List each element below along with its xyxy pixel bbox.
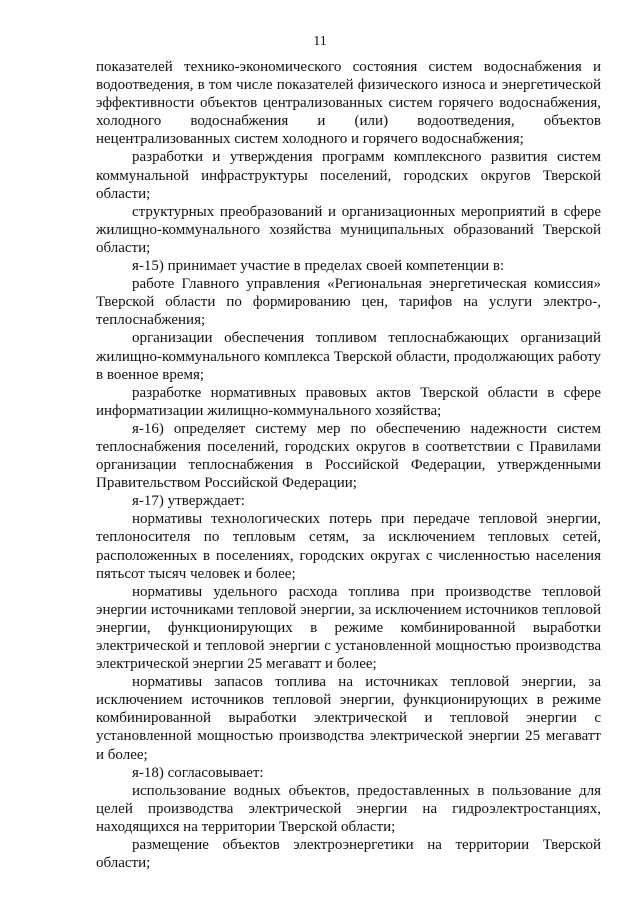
paragraph: использование водных объектов, предоставленных в пользование для целей производства электрической энергии на гидроэлектростанциях, находящихся на территории Тверской области; <box>96 782 601 835</box>
paragraph: разработке нормативных правовых актов Тверской области в сфере информатизации жилищно-коммунального хозяйства; <box>96 384 601 419</box>
paragraph-continuation: показателей технико-экономического состояния систем водоснабжения и водоотведения, в том числе показателей физического износа и энергетической эффективности объектов централизованных систем горячего водоснабжения, холодного водоснабжения и (или) водоотведения, объектов нецентрализованных систем холодного и горячего водоснабжения; <box>96 59 601 148</box>
paragraph: структурных преобразований и организационных мероприятий в сфере жилищно-коммунального хозяйства муниципальных образований Тверской области; <box>96 203 601 256</box>
paragraph: нормативы запасов топлива на источниках тепловой энергии, за исключением источников тепловой энергии, функционирующих в режиме комбинированной выработки электрической и тепловой энергии с установленной мощностью производства электрической энергии 25 мегаватт и более; <box>96 674 601 763</box>
paragraph: разработки и утверждения программ комплексного развития систем коммунальной инфраструктуры поселений, городских округов Тверской области; <box>96 149 601 202</box>
document-body <box>96 58 601 872</box>
page-number: 11 <box>313 34 327 49</box>
paragraph: размещение объектов электроэнергетики на территории Тверской области; <box>96 837 601 872</box>
paragraph: нормативы удельного расхода топлива при производстве тепловой энергии источниками тепловой энергии, за исключением источников тепловой энергии, функционирующих в режиме комбинированной выработки электрической и тепловой энергии с установленной мощностью производства электрической энергии 25 мегаватт и более; <box>96 583 601 673</box>
paragraph: работе Главного управления «Региональная энергетическая комиссия» Тверской области по формированию цен, тарифов на услуги электро-, теплоснабжения; <box>96 276 601 329</box>
clause-heading: я-17) утверждает: <box>132 493 245 510</box>
paragraph: организации обеспечения топливом теплоснабжающих организаций жилищно-коммунального комплекса Тверской области, продолжающих работу в военное время; <box>96 330 601 383</box>
clause-heading: я-18) согласовывает: <box>132 764 264 781</box>
clause-heading: я-15) принимает участие в пределах своей компетенции в: <box>132 258 505 275</box>
paragraph: нормативы технологических потерь при передаче тепловой энергии, теплоносителя по тепловым сетям, за исключением тепловых сетей, расположенных в поселениях, городских округах с численностью населения пятьсот тысяч человек и более; <box>96 511 601 582</box>
clause-paragraph: я-16) определяет систему мер по обеспечению надежности систем теплоснабжения поселений, городских округов в соответствии с Правилами организации теплоснабжения в Российской Федерации, утвержденными Правительством Российской Федерации; <box>96 420 601 492</box>
